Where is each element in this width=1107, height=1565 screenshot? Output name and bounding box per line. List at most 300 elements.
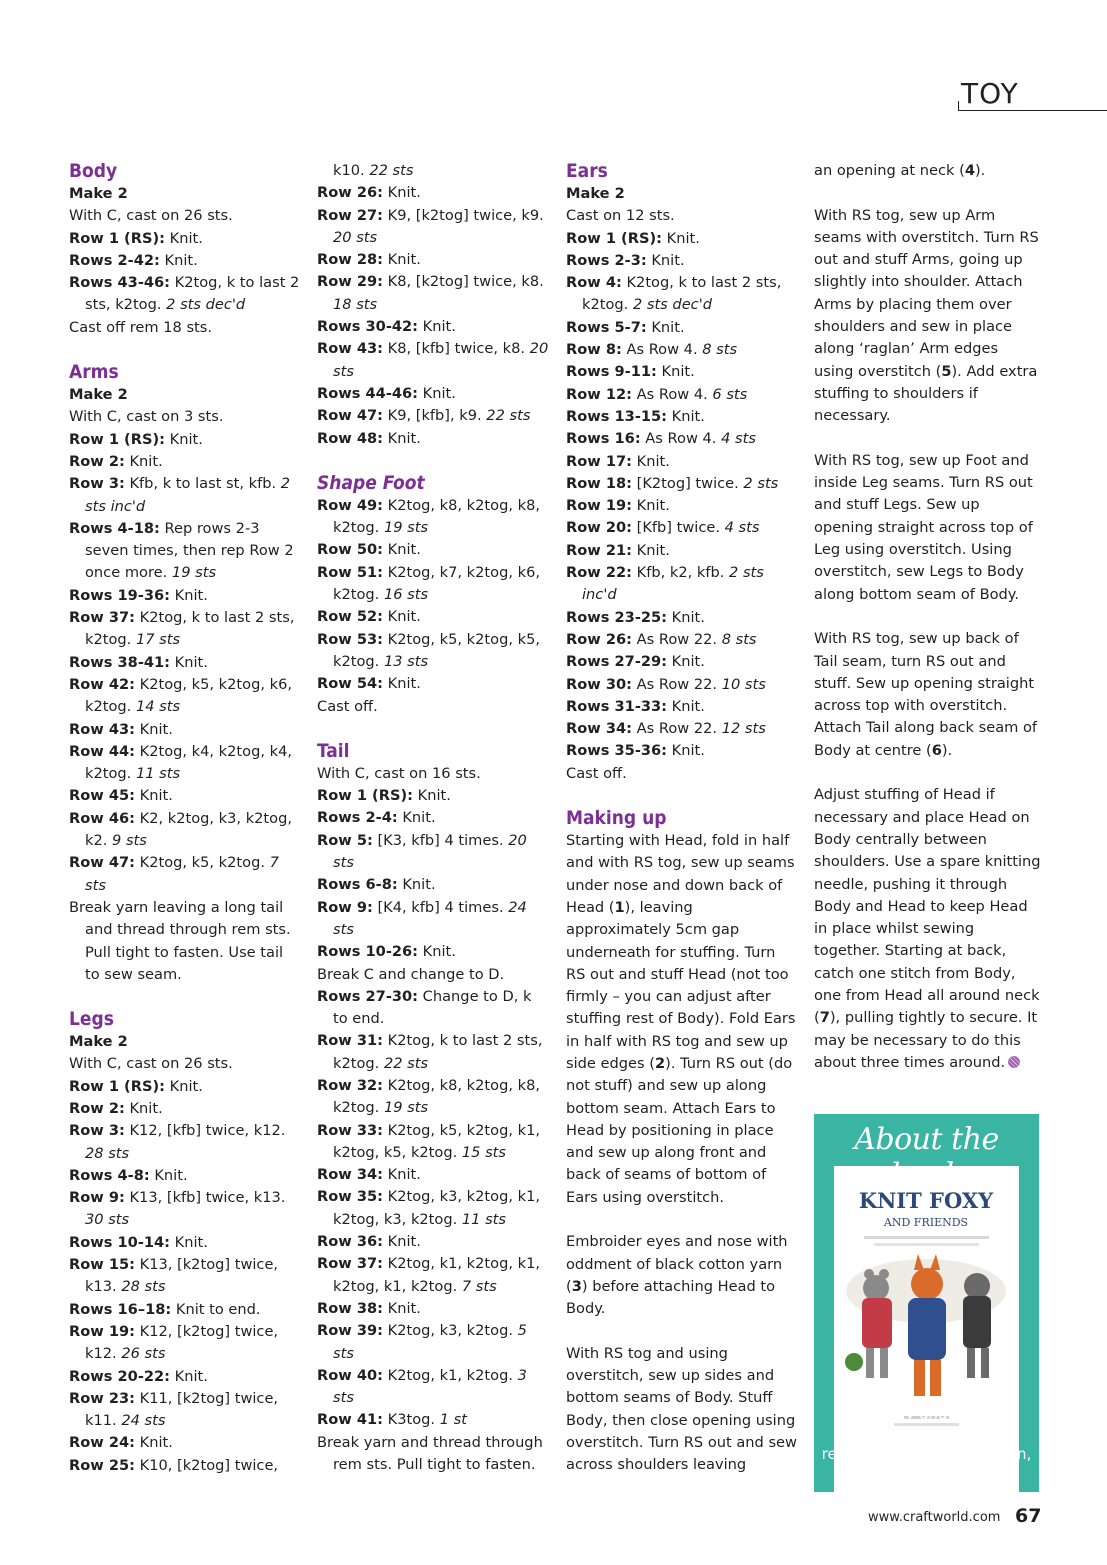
row-label: Make 2 xyxy=(69,185,128,202)
row-label: Row 1 (RS): xyxy=(566,229,662,247)
pattern-line xyxy=(69,1321,301,1366)
pattern-line xyxy=(317,405,549,427)
row-label: Row 3: xyxy=(69,475,125,493)
stitch-count: 12 sts xyxy=(721,720,766,738)
row-label: Row 43: xyxy=(69,720,135,738)
row-label: Rows 6-8: xyxy=(317,876,398,894)
row-instruction: Break C and change to D. xyxy=(317,965,505,983)
row-label: Row 19: xyxy=(69,1322,135,1340)
pattern-line xyxy=(317,495,549,540)
row-instruction: Knit. xyxy=(165,229,203,247)
row-label: Rows 2-42: xyxy=(69,251,160,269)
column-2 xyxy=(317,160,549,1476)
pattern-line xyxy=(69,1388,301,1433)
making-up-paragraph: With RS tog, sew up Foot and inside Leg seams. Turn RS out and stuff Legs. Sew up opening straight across top of Leg using overstitch. Using overstitch, sew Legs to Body along bottom seam of Body. xyxy=(814,451,1033,603)
row-label: Row 34: xyxy=(317,1166,383,1184)
row-label: Rows 10-26: xyxy=(317,943,419,961)
making-up-paragraph: With RS tog, sew up Arm seams with overstitch. Turn RS out and stuff Arms, going up slightly into shoulder. Attach Arms by placing them over shoulders and sew in place along ‘raglan’ Arm edges using overstitch (5). Add extra stuffing to shoulders if necessary. xyxy=(814,206,1039,425)
row-label: Row 22: xyxy=(566,564,632,582)
row-label: Row 36: xyxy=(317,1233,383,1251)
stitch-count: 2 sts inc'd xyxy=(582,564,764,604)
row-instruction: Knit. xyxy=(134,720,173,738)
row-label: Row 41: xyxy=(317,1411,383,1429)
pattern-line xyxy=(566,317,798,339)
pattern-line xyxy=(317,383,549,405)
row-instruction: Knit. xyxy=(170,653,208,671)
row-label: Row 29: xyxy=(317,273,383,291)
row-instruction: K2tog, k to last 2 sts, k2tog. xyxy=(582,274,782,314)
column-4 xyxy=(814,160,1042,1074)
row-instruction: K8, [kfb] twice, k8. xyxy=(382,340,526,358)
row-label: Rows 27-29: xyxy=(566,653,668,671)
row-label: Row 45: xyxy=(69,787,135,805)
making-up-paragraph: Starting with Head, fold in half and with RS tog, sew up seams under nose and down back of Head (1), leaving approximately 5cm gap underneath for stuffing. Turn RS out and stuff Head (not too firmly – you can adjust after stuffing rest of Body). Fold Ears in half with RS tog and sew up side edges (2). Turn RS out (do not stuff) and sew up along bottom seam. Attach Ears to Head by positioning in place and sew up along front and back of seams of bottom of Ears using overstitch. xyxy=(566,832,796,1206)
pattern-line xyxy=(566,562,798,607)
section-rule-tick xyxy=(958,101,959,111)
stitch-count: 30 sts xyxy=(85,1211,130,1229)
row-instruction: Knit. xyxy=(165,430,203,448)
pattern-line xyxy=(69,1432,301,1454)
row-label: Row 49: xyxy=(317,496,383,514)
row-instruction: Kfb, k to last st, kfb. xyxy=(124,475,277,493)
pattern-line xyxy=(566,473,798,495)
pattern-line xyxy=(69,228,301,250)
row-instruction: Knit. xyxy=(631,497,670,515)
row-instruction: Knit. xyxy=(418,318,456,336)
row-instruction: Knit. xyxy=(149,1166,188,1184)
stitch-count: 7 sts xyxy=(85,854,279,894)
row-instruction: Knit. xyxy=(662,229,700,247)
row-instruction: Knit. xyxy=(382,675,421,693)
row-instruction: K2tog, k to last 2 sts, k2tog. xyxy=(85,609,295,649)
row-label: Row 42: xyxy=(69,675,135,693)
pattern-line xyxy=(69,205,301,227)
row-label: Row 24: xyxy=(69,1434,135,1452)
row-instruction: Rep rows 2-3 seven times, then rep Row 2 once more. xyxy=(85,519,294,582)
pattern-line xyxy=(69,429,301,451)
row-instruction: Break yarn leaving a long tail and thread through rem sts. Pull tight to fasten. Use tail to sew seam. xyxy=(69,898,291,983)
row-label: Rows 10-14: xyxy=(69,1233,171,1251)
row-instruction: Knit. xyxy=(382,184,421,202)
row-label: Row 8: xyxy=(566,341,622,359)
row-label: Rows 35-36: xyxy=(566,742,668,760)
row-instruction: As Row 22. xyxy=(631,630,718,648)
pattern-line xyxy=(317,182,549,204)
row-instruction: With C, cast on 26 sts. xyxy=(69,1055,233,1073)
row-instruction: K13, [k2tog] twice, k13. xyxy=(85,1256,279,1296)
pattern-line xyxy=(317,1409,549,1431)
making-up-paragraph: Embroider eyes and nose with oddment of black cotton yarn (3) before attaching Head to Body. xyxy=(566,1233,788,1318)
row-label: Row 31: xyxy=(317,1032,383,1050)
row-instruction: Knit. xyxy=(382,1166,421,1184)
pattern-line xyxy=(317,830,549,875)
stitch-count: 9 sts xyxy=(112,832,147,850)
pattern-line xyxy=(317,763,549,785)
row-label: Row 32: xyxy=(317,1076,383,1094)
row-label: Row 35: xyxy=(317,1188,383,1206)
pattern-line xyxy=(317,428,549,450)
section-heading: Shape Foot xyxy=(317,471,425,494)
pattern-line xyxy=(566,384,798,406)
pattern-line xyxy=(566,517,798,539)
row-instruction: K2tog, k5, k2tog, k5, k2tog. xyxy=(333,630,540,670)
row-instruction: Knit. xyxy=(134,787,173,805)
column-1 xyxy=(69,160,301,1477)
row-label: Row 30: xyxy=(566,675,632,693)
pattern-line xyxy=(566,718,798,740)
row-instruction: Knit. xyxy=(656,363,695,381)
column-3 xyxy=(566,160,798,1477)
row-instruction: K2tog, k5, k2tog. xyxy=(134,854,265,872)
stitch-count: 28 sts xyxy=(85,1144,130,1162)
book-caption-text: is available at all good retailers, including Amazon, WHSmiths & more! xyxy=(821,1425,1032,1483)
row-instruction: Cast off rem 18 sts. xyxy=(69,318,213,336)
row-label: Rows 31-33: xyxy=(566,697,668,715)
stitch-count: 20 sts xyxy=(333,831,527,872)
row-label: Row 54: xyxy=(317,675,383,693)
pattern-line xyxy=(69,518,301,585)
pattern-line xyxy=(317,1075,549,1120)
row-instruction: Kfb, k2, kfb. xyxy=(631,564,725,582)
stitch-count: 4 sts xyxy=(724,519,760,537)
row-label: Row 44: xyxy=(69,742,135,760)
stitch-count: 11 sts xyxy=(135,765,181,783)
row-instruction: As Row 4. xyxy=(631,385,708,403)
row-label: Make 2 xyxy=(69,1033,128,1051)
pattern-line xyxy=(566,607,798,629)
row-label: Make 2 xyxy=(69,386,128,404)
row-instruction: Knit. xyxy=(397,809,436,827)
row-instruction: K2tog, k3, k2tog, k1, k2tog, k3, k2tog. xyxy=(333,1188,540,1228)
stitch-count: 24 sts xyxy=(121,1412,166,1430)
row-label: Rows 2-3: xyxy=(566,251,647,269)
about-the-book-title: About the xyxy=(854,1122,999,1157)
pattern-line xyxy=(317,205,549,250)
pattern-line xyxy=(566,339,798,361)
stitch-count: 2 sts dec'd xyxy=(632,296,712,314)
row-instruction: Cast off. xyxy=(317,697,378,715)
pattern-line xyxy=(566,495,798,517)
pattern-line xyxy=(317,1231,549,1253)
section-heading: Arms xyxy=(69,361,119,384)
pattern-line xyxy=(317,539,549,561)
stitch-count: 2 sts xyxy=(743,474,779,492)
row-label: Rows 20-22: xyxy=(69,1367,171,1385)
row-instruction: Knit. xyxy=(646,318,685,336)
pattern-line xyxy=(317,785,549,807)
pattern-line xyxy=(69,585,301,607)
row-label: Row 33: xyxy=(317,1121,383,1139)
pattern-line xyxy=(69,473,301,518)
pattern-line xyxy=(317,1432,549,1477)
row-label: Row 51: xyxy=(317,563,383,581)
row-label: Row 4: xyxy=(566,274,622,292)
row-label: Row 23: xyxy=(69,1389,135,1407)
row-label: Row 38: xyxy=(317,1299,383,1317)
stitch-count: 4 sts xyxy=(721,430,756,448)
making-up-paragraph: With RS tog, sew up back of Tail seam, turn RS out and stuff. Sew up opening straight across top with overstitch. Attach Tail along back seam of Body at centre (6). xyxy=(814,630,1038,759)
row-instruction: K9, [k2tog] twice, k9. xyxy=(382,206,544,224)
row-label: Make 2 xyxy=(566,185,625,202)
pattern-line xyxy=(69,674,301,719)
row-instruction: As Row 22. xyxy=(631,675,718,693)
row-instruction: K2tog, k5, k2tog, k1, k2tog, k5, k2tog. xyxy=(333,1121,540,1161)
stitch-count: 6 sts xyxy=(712,385,748,403)
row-label: Row 53: xyxy=(317,630,383,648)
row-instruction: As Row 4. xyxy=(621,341,698,359)
pattern-line xyxy=(566,696,798,718)
row-label: Rows 44-46: xyxy=(317,384,419,402)
row-instruction: Knit. xyxy=(170,586,208,604)
row-instruction: Knit. xyxy=(418,943,456,961)
pattern-line xyxy=(317,1253,549,1298)
pattern-line xyxy=(566,205,798,227)
pattern-line xyxy=(69,785,301,807)
pattern-line xyxy=(69,852,301,897)
row-instruction: K2, k2tog, k3, k2tog, k2. xyxy=(85,809,292,850)
pattern-line xyxy=(566,361,798,383)
stitch-count: 19 sts xyxy=(171,564,217,582)
row-label: Row 47: xyxy=(317,407,383,425)
row-instruction: Change to D, k to end. xyxy=(333,987,532,1028)
row-instruction: K2tog, k to last 2 sts, k2tog. xyxy=(85,274,300,314)
row-instruction: K8, [k2tog] twice, k8. xyxy=(382,273,544,291)
pattern-line xyxy=(566,674,798,696)
row-instruction: Knit. xyxy=(134,1434,173,1452)
row-instruction: K12, [kfb] twice, k12. xyxy=(124,1122,286,1140)
row-instruction: [K3, kfb] 4 times. xyxy=(372,831,504,849)
pattern-line xyxy=(69,384,301,406)
pattern-line xyxy=(317,941,549,963)
book-caption-title: Knit Foxy and Friends xyxy=(845,1405,1008,1423)
pattern-line xyxy=(317,696,549,718)
row-label: Rows 23-25: xyxy=(566,608,668,626)
stitch-count: 22 sts xyxy=(383,1054,429,1072)
pattern-line xyxy=(317,964,549,986)
pattern-line xyxy=(69,272,301,317)
row-label: Row 1 (RS): xyxy=(69,1077,165,1095)
pattern-line xyxy=(566,451,798,473)
stitch-count: 22 sts xyxy=(369,162,414,179)
pattern-line xyxy=(69,897,301,986)
pattern-line xyxy=(317,1120,549,1165)
row-label: Row 50: xyxy=(317,541,383,559)
row-instruction: [K4, kfb] 4 times. xyxy=(372,898,504,916)
pattern-line xyxy=(69,406,301,428)
pattern-line xyxy=(69,719,301,741)
row-instruction: K9, [kfb], k9. xyxy=(382,407,482,425)
row-label: Row 28: xyxy=(317,251,383,269)
row-label: Rows 27-30: xyxy=(317,987,419,1005)
row-instruction: Knit. xyxy=(631,452,670,470)
row-label: Rows 19-36: xyxy=(69,586,171,604)
row-label: Row 43: xyxy=(317,340,383,358)
pattern-line xyxy=(69,183,301,205)
stitch-count: 8 sts xyxy=(721,630,757,648)
row-label: Rows 38-41: xyxy=(69,653,171,671)
row-instruction: K2tog, k8, k2tog, k8, k2tog. xyxy=(333,1076,540,1117)
stitch-count: 1 st xyxy=(439,1411,467,1429)
row-instruction: Cast on 12 sts. xyxy=(566,207,675,225)
row-label: Row 47: xyxy=(69,854,135,872)
section-heading: Making up xyxy=(566,807,667,830)
pattern-line xyxy=(69,607,301,652)
row-instruction: Knit. xyxy=(397,876,436,894)
section-heading: Legs xyxy=(69,1008,114,1031)
pattern-line xyxy=(69,741,301,786)
row-instruction: K13, [kfb] twice, k13. xyxy=(124,1189,286,1207)
pattern-line xyxy=(317,673,549,695)
row-label: Row 1 (RS): xyxy=(69,430,165,448)
pattern-line xyxy=(317,249,549,271)
row-label: Row 20: xyxy=(566,519,632,537)
pattern-line xyxy=(69,1165,301,1187)
stitch-count: 19 sts xyxy=(383,1099,429,1117)
pattern-line xyxy=(69,808,301,853)
row-instruction: Knit. xyxy=(165,1077,203,1095)
row-label: Row 37: xyxy=(69,609,135,627)
pattern-line xyxy=(317,160,549,182)
row-label: Rows 4-18: xyxy=(69,519,160,537)
page-number: 67 xyxy=(1015,1505,1042,1527)
pattern-line xyxy=(566,228,798,250)
pattern-line xyxy=(69,317,301,339)
row-instruction: Knit. xyxy=(667,697,705,715)
row-instruction: K2tog, k3, k2tog. xyxy=(382,1322,513,1340)
stitch-count: 3 sts xyxy=(333,1366,527,1407)
pattern-line xyxy=(69,1254,301,1299)
book-caption xyxy=(814,1404,1039,1484)
row-instruction: K10, [k2tog] twice, xyxy=(134,1456,279,1474)
row-instruction: Knit. xyxy=(631,541,670,559)
row-label: Row 17: xyxy=(566,452,632,470)
pattern-line xyxy=(69,451,301,473)
row-label: Rows 4-8: xyxy=(69,1166,150,1184)
stitch-count: 24 sts xyxy=(333,898,527,938)
row-instruction: Knit. xyxy=(124,452,163,470)
stitch-count: 18 sts xyxy=(333,295,378,313)
row-instruction: K3tog. xyxy=(382,1411,436,1429)
row-label: Row 21: xyxy=(566,541,632,559)
pattern-line xyxy=(566,740,798,762)
row-label: Rows 30-42: xyxy=(317,318,419,336)
row-instruction: K12, [k2tog] twice, k12. xyxy=(85,1322,279,1363)
pattern-line xyxy=(566,629,798,651)
section-rule xyxy=(958,110,1107,111)
row-instruction: As Row 4. xyxy=(640,430,717,448)
stitch-count: 26 sts xyxy=(121,1345,166,1363)
stitch-count: 11 sts xyxy=(461,1210,507,1228)
section-heading: Ears xyxy=(566,160,608,182)
row-instruction: k10. xyxy=(333,162,365,179)
row-instruction: With C, cast on 16 sts. xyxy=(317,764,481,782)
pattern-line xyxy=(69,1187,301,1232)
pattern-line xyxy=(317,1164,549,1186)
pattern-line xyxy=(69,1299,301,1321)
row-instruction: K2tog, k5, k2tog, k6, k2tog. xyxy=(85,675,292,716)
row-instruction: Knit. xyxy=(667,407,705,425)
stitch-count: 10 sts xyxy=(721,675,766,693)
row-label: Row 3: xyxy=(69,1122,125,1140)
pattern-line xyxy=(317,807,549,829)
row-label: Row 26: xyxy=(317,184,383,202)
row-instruction: Knit. xyxy=(382,1299,421,1317)
row-instruction: Knit to end. xyxy=(171,1300,261,1318)
pattern-line xyxy=(69,1053,301,1075)
footer-url[interactable]: www.craftworld.com xyxy=(868,1510,1001,1525)
pattern-line xyxy=(566,763,798,785)
row-label: Row 40: xyxy=(317,1366,383,1384)
row-instruction: [Kfb] twice. xyxy=(631,519,720,537)
section-tag: TOY xyxy=(961,77,1019,110)
pattern-line xyxy=(566,272,798,317)
pattern-line xyxy=(566,540,798,562)
row-instruction: Knit. xyxy=(170,1367,208,1385)
yarn-ball-icon xyxy=(1008,1056,1020,1068)
pattern-line xyxy=(69,1455,301,1477)
row-instruction: Knit. xyxy=(667,653,705,671)
pattern-line xyxy=(317,338,549,383)
pattern-line xyxy=(317,897,549,942)
book-cover-title: KNIT FOXY xyxy=(858,1188,994,1213)
row-instruction: Knit. xyxy=(418,384,456,402)
stitch-count: 20 sts xyxy=(333,228,378,246)
row-label: Row 34: xyxy=(566,720,632,738)
row-instruction: K2tog, k1, k2tog. xyxy=(382,1366,513,1384)
pattern-line xyxy=(566,428,798,450)
section-heading: Tail xyxy=(317,739,350,762)
row-instruction: K2tog, k4, k2tog, k4, k2tog. xyxy=(85,742,292,783)
pattern-line xyxy=(317,986,549,1031)
row-instruction: K11, [k2tog] twice, k11. xyxy=(85,1389,279,1430)
row-instruction: Knit. xyxy=(667,608,705,626)
pattern-line xyxy=(317,1186,549,1231)
row-instruction: As Row 22. xyxy=(631,720,718,738)
row-label: Row 52: xyxy=(317,608,383,626)
row-instruction: Knit. xyxy=(382,251,421,269)
row-label: Row 9: xyxy=(69,1189,125,1207)
row-instruction: Knit. xyxy=(646,251,685,269)
pattern-line xyxy=(317,316,549,338)
stitch-count: 7 sts xyxy=(461,1277,497,1295)
row-instruction: Knit. xyxy=(382,429,421,447)
row-label: Row 25: xyxy=(69,1456,135,1474)
pattern-line xyxy=(69,1098,301,1120)
row-label: Rows 9-11: xyxy=(566,363,657,381)
stitch-count: 15 sts xyxy=(461,1143,507,1161)
row-label: Row 39: xyxy=(317,1322,383,1340)
row-instruction: K2tog, k8, k2tog, k8, k2tog. xyxy=(333,496,540,537)
stitch-count: 13 sts xyxy=(383,652,429,670)
row-label: Row 12: xyxy=(566,385,632,403)
section-heading: Body xyxy=(69,160,118,182)
row-label: Row 46: xyxy=(69,809,135,827)
row-instruction: Break yarn and thread through rem sts. Pull tight to fasten. xyxy=(317,1433,543,1474)
stitch-count: 17 sts xyxy=(135,631,181,649)
row-label: Row 9: xyxy=(317,898,373,916)
pattern-line xyxy=(317,1320,549,1365)
pattern-line xyxy=(317,1298,549,1320)
pattern-line xyxy=(69,1232,301,1254)
pattern-line xyxy=(566,183,798,205)
stitch-count: 8 sts xyxy=(702,341,738,359)
row-instruction: Cast off. xyxy=(566,764,627,782)
pattern-line xyxy=(566,406,798,428)
pattern-line xyxy=(69,1076,301,1098)
pattern-line xyxy=(69,652,301,674)
stitch-count: 19 sts xyxy=(383,519,429,537)
stitch-count: 2 sts inc'd xyxy=(85,475,291,515)
